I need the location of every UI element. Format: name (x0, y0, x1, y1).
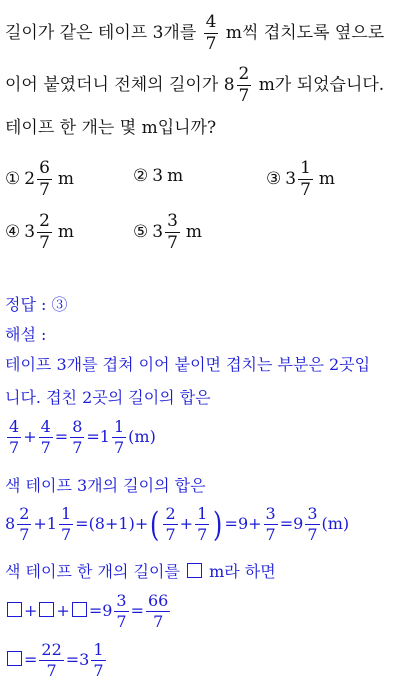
equation-4: = $\frac{22}{7}$ =3 $\frac{1}{7}$ (5, 642, 108, 679)
explanation-text-2: 니다. 겹친 2곳의 길이의 합은 (5, 388, 211, 407)
equation-3: + + =9 $\frac{3}{7}$ = $\frac{66}{7}$ (5, 593, 172, 630)
question-text: 이어 붙였더니 전체의 길이가 (5, 75, 219, 95)
option-2[interactable]: ② 3 m (133, 166, 184, 186)
question-text: m씩 겹치도록 옆으로 (225, 23, 385, 43)
blank-box-icon (39, 602, 54, 617)
explanation-text-1: 테이프 3개를 겹쳐 이어 붙이면 겹치는 부분은 2곳입 (5, 355, 371, 374)
blank-box-icon (7, 602, 22, 617)
answer-label: 정답 : ③ (5, 295, 68, 314)
equation-2: 8 $\frac{2}{7}$ +1 $\frac{1}{7}$ =(8+1)+( $\frac{2}{7}$ + $\frac{1}{7}$ ) =9+ $\frac{3}{7}$ =9 $\frac{3}{7}$ (m) (5, 504, 350, 545)
question-text: 길이가 같은 테이프 3개를 (5, 23, 197, 43)
question-line-3: 테이프 한 개는 몇 m입니까? (5, 118, 217, 138)
question-line-1 (5, 14, 384, 53)
blank-box-icon (187, 563, 202, 578)
equation-1: $\frac{4}{7}$ + $\frac{4}{7}$ = $\frac{8}{7}$ =1 $\frac{1}{7}$ (m) (9, 417, 156, 457)
explanation-text-4: 색 테이프 한 개의 길이를 m라 하면 (5, 562, 276, 581)
question-text: m가 되었습니다. (258, 75, 385, 95)
blank-box-icon (7, 651, 22, 666)
explanation-label: 해설 : (5, 325, 47, 344)
explanation-text-3: 색 테이프 3개의 길이의 합은 (5, 476, 206, 495)
mixed-number-whole: 8 (223, 75, 235, 95)
fraction: $\frac{2}{7}$ (238, 64, 250, 106)
question-line-2 (5, 66, 384, 105)
option-1[interactable]: ① 2 $\frac{6}{7}$ m (5, 158, 75, 200)
fraction: $\frac{4}{7}$ (205, 12, 217, 54)
option-5[interactable]: ⑤ 3 $\frac{3}{7}$ m (133, 211, 203, 253)
option-3[interactable]: ③ 3 $\frac{1}{7}$ m (266, 158, 336, 200)
option-4[interactable]: ④ 3 $\frac{2}{7}$ m (5, 211, 75, 253)
blank-box-icon (72, 602, 87, 617)
